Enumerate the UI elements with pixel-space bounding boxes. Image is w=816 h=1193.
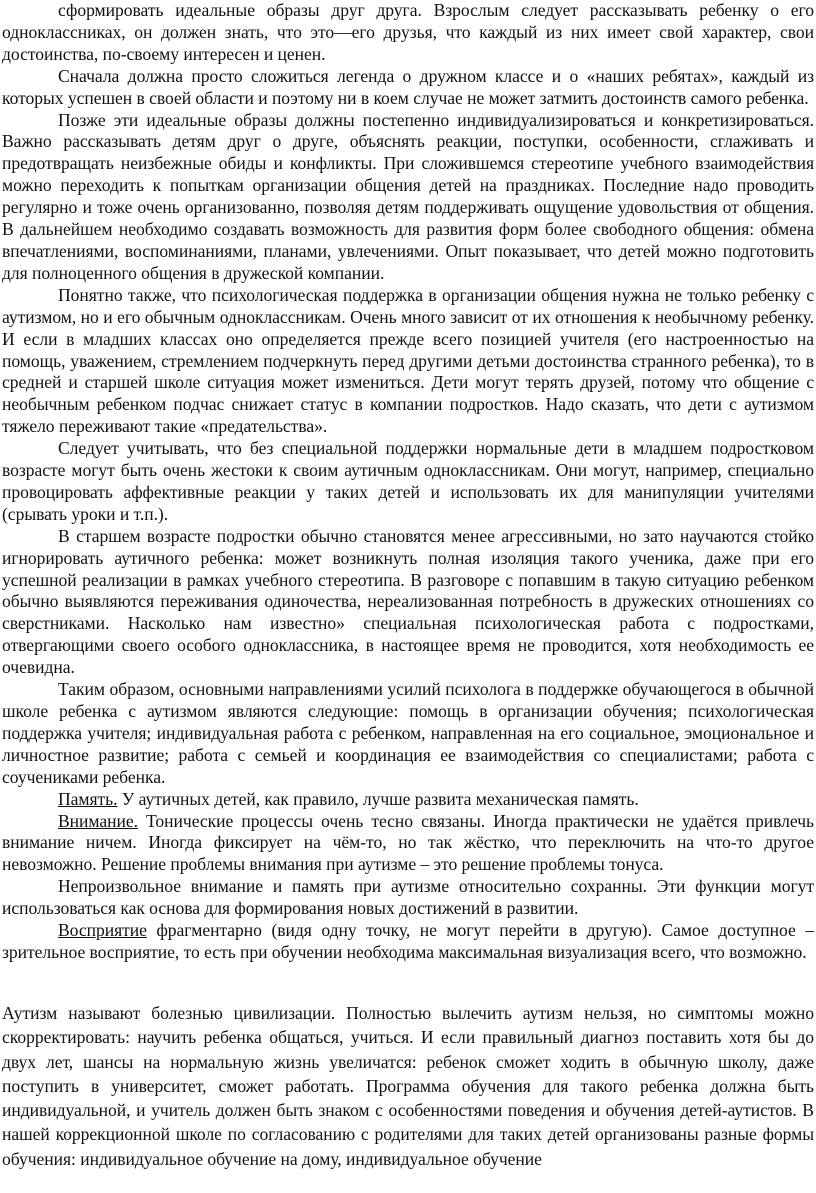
paragraph-5 <box>2 438 814 526</box>
paragraph-2 <box>2 66 814 110</box>
tail-paragraph <box>2 1001 814 1171</box>
paragraph-attention <box>2 811 814 877</box>
paragraph-7 <box>2 679 814 789</box>
paragraph-4-text: Понятно также, что психологическая поддержка в организации общения нужна не только ребенку с аутизмом, но и его обычным одноклассникам. Очень много зависит от их отношения к необычному ребенку. И если в младших классах оно определяется прежде всего позицией учителя (его настроенностью на помощь, уважением, стремлением подчеркнуть перед другими детьми достоинства странного ребенка), то в средней и старшей школе ситуация может измениться. Дети могут терять друзей, потому что общение с необычным ребенком подчас снижает статус в компании подростков. Надо сказать, что дети с аутизмом тяжело переживают такие «предательства». <box>2 284 814 437</box>
tail-paragraph-text: Аутизм называют болезнью цивилизации. Полностью вылечить аутизм нельзя, но симптомы можно скорректировать: научить ребенка общаться, учиться. И если правильный диагноз поставить хотя бы до двух лет, шансы на нормальную жизнь увеличатся: ребенок сможет ходить в обычную школу, даже поступить в университет, сможет работать. Программа обучения для такого ребенка должна быть индивидуальной, и учитель должен быть знаком с особенностями поведения и обучения детей-аутистов. В нашей коррекционной школе по согласованию с родителями для таких детей организованы разные формы обучения: индивидуальное обучение на дому, индивидуальное обучение <box>2 1003 814 1169</box>
paragraph-3-text: Позже эти идеальные образы должны постепенно индивидуализироваться и конкретизироваться. Важно рассказывать детям друг о друге, объяснять реакции, поступки, особенности, сглаживать и предотвращать неизбежные обиды и конфликты. При сложившемся стереотипе учебного взаимодействия можно переходить к попыткам организации общения детей на праздниках. Последние надо проводить регулярно и тоже очень организованно, позволяя детям поддерживать ощущение удовольствия от общения. В дальнейшем необходимо создавать возможность для развития форм более свободного общения: обмена впечатлениями, воспоминаниями, планами, увлечениями. Опыт показывает, что детей можно подготовить для полноценного общения в дружеской компании. <box>2 109 814 283</box>
perception-text: фрагментарно (видя одну точку, не могут перейти в другую). Самое доступное – зрительное восприятие, то есть при обучении необходима максимальная визуализация всего, что возможно. <box>2 920 814 962</box>
memory-text: У аутичных детей, как правило, лучше развита механическая память. <box>117 788 639 809</box>
document-tail <box>2 1001 814 1171</box>
paragraph-memory <box>2 789 814 811</box>
paragraph-5-text: Следует учитывать, что без специальной поддержки нормальные дети в младшем подростковом возрасте могут быть очень жестоки к своим аутичным одноклассникам. Они могут, например, специально провоцировать аффективные реакции у таких детей и использовать их для манипуляции учителями (срывать уроки и т.п.). <box>2 438 814 524</box>
paragraph-7-text: Таким образом, основными направлениями усилий психолога в поддержке обучающегося в обычной школе ребенка с аутизмом являются следующие: помощь в организации обучения; психологическая поддержка учителя; индивидуальная работа с ребенком, направленная на его социальное, эмоциональное и личностное развитие; работа с семьей и координация ее взаимодействия со специалистами; работа с соучениками ребенка. <box>2 679 814 787</box>
attention-text: Тонические процессы очень тесно связаны. Иногда практически не удаётся привлечь внимание ничем. Иногда фиксирует на чём-то, но так жёстко, что переключить на что-то другое невозможно. Решение проблемы внимания при аутизме – это решение проблемы тонуса. <box>2 810 814 875</box>
paragraph-10-text: Непроизвольное внимание и память при аутизме относительно сохранны. Эти функции могут использоваться как основа для формирования новых достижений в развитии. <box>2 876 814 919</box>
paragraph-1 <box>2 0 814 66</box>
paragraph-1-text: сформировать идеальные образы друг друга. Взрослым следует рассказывать ребенку о его одноклассниках, он должен знать, что это—его друзья, что каждый из них имеет свой характер, свои достоинства, по-своему интересен и ценен. <box>2 0 814 64</box>
paragraph-perception <box>2 920 814 964</box>
paragraph-2-text: Сначала должна просто сложиться легенда о дружном классе и о «наших ребятах», каждый из которых успешен в своей области и поэтому ни в коем случае не может затмить достоинств самого ребенка. <box>2 65 814 108</box>
paragraph-4 <box>2 285 814 438</box>
attention-heading: Внимание. <box>58 810 138 831</box>
paragraph-6-text: В старшем возрасте подростки обычно становятся менее агрессивными, но зато научаются стойко игнорировать аутичного ребенка: может возникнуть полная изоляция такого ученика, даже при его успешной реализации в рамках учебного стереотипа. В разговоре с попавшим в такую ситуацию ребенком обычно выявляются переживания одиночества, нереализованная потребность в дружеских отношениях со сверстниками. Насколько нам известно» специальная психологическая работа с подростками, отвергающими своего особого одноклассника, в настоящее время не проводится, хотя необходимость ее очевидна. <box>2 525 814 678</box>
memory-heading: Память. <box>58 788 118 809</box>
perception-heading: Восприятие <box>58 920 147 941</box>
document-body <box>2 0 814 964</box>
paragraph-6 <box>2 526 814 679</box>
paragraph-3 <box>2 110 814 285</box>
paragraph-10 <box>2 876 814 920</box>
